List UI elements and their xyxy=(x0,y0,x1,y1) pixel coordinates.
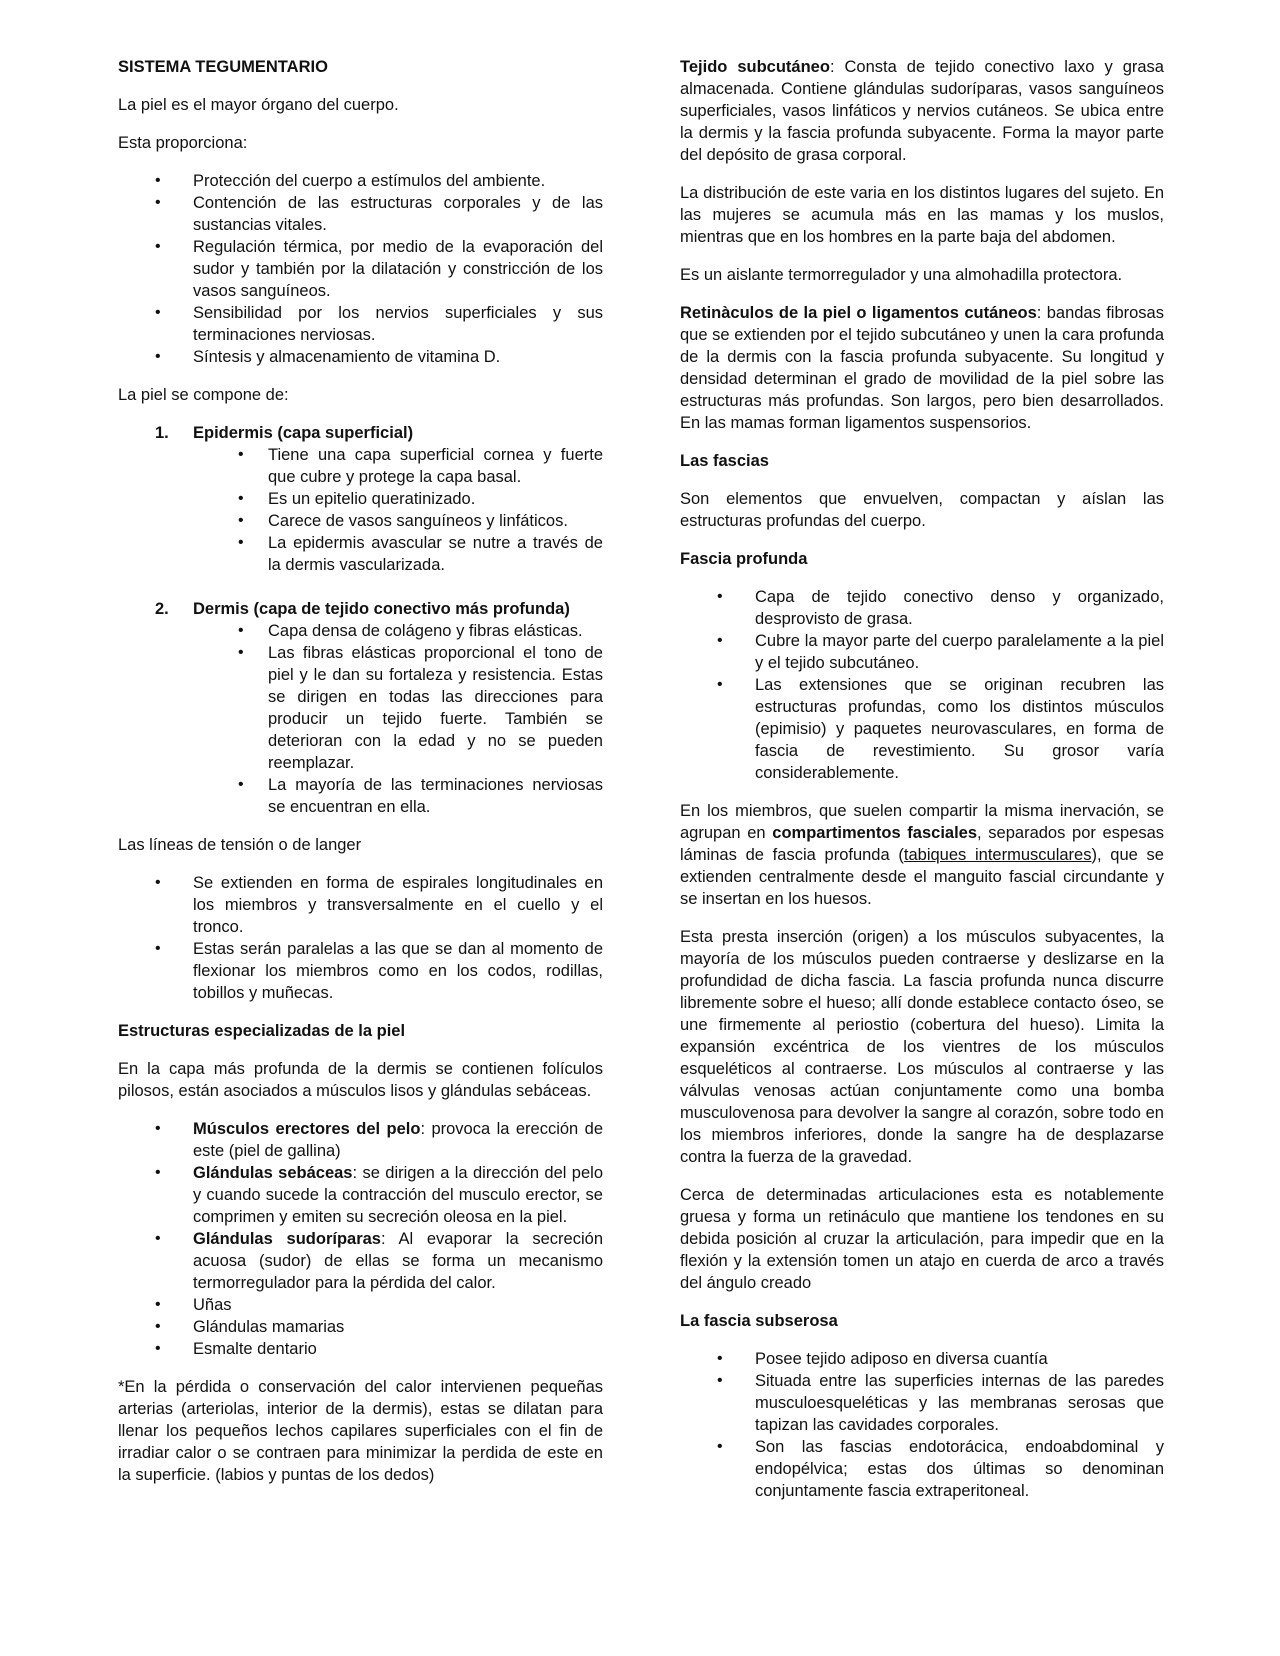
list-item xyxy=(193,1118,603,1162)
left-column xyxy=(118,56,603,1502)
list-item: • Las fibras elásticas proporcional el tono de piel y le dan su fortaleza y resistencia. Estas se dirigen en todas las direcciones para producir un tejido fuerte. También se deterioran con la edad y no se pueden reemplazar. xyxy=(268,642,603,774)
term: compartimentos fasciales xyxy=(772,824,978,842)
list-item: • Protección del cuerpo a estímulos del ambiente. xyxy=(193,170,603,192)
list-item: • Situada entre las superficies internas de las paredes musculoesqueléticas y las membranas serosas que tapizan las cavidades corporales. xyxy=(755,1370,1164,1436)
list-item: • Tiene una capa superficial cornea y fuerte que cubre y protege la capa basal. xyxy=(268,444,603,488)
list-item: • Cubre la mayor parte del cuerpo paralelamente a la piel y el tejido subcutáneo. xyxy=(755,630,1164,674)
deep-fascia-list xyxy=(680,586,1164,784)
text-run: En los miembros, que suelen compartir la misma inervación, se agrupan en xyxy=(680,802,1164,842)
list-item: • La epidermis avascular se nutre a través de la dermis vascularizada. xyxy=(268,532,603,576)
text-run: ), que se extienden centralmente desde el manguito fascial circundante y se insertan en los huesos. xyxy=(680,846,1164,908)
insertion-paragraph: Esta presta inserción (origen) a los músculos subyacentes, la mayoría de los músculos pueden contraerse y deslizarse en la profundidad de dicha fascia. La fascia profunda nunca discurre libremente sobre el hueso; allí donde establece contacto óseo, se une firmemente al periostio (cobertura del hueso). Limita la expansión excéntrica de los vientres de los músculos esqueléticos al contraerse. Los músculos al contraerse y las válvulas venosas actúan conjuntamente como una bomba musculovenosa para devolver la sangre al corazón, sobre todo en los miembros inferiores, donde la sangre ha de desplazarse contra la fuerza de la gravedad. xyxy=(680,928,1164,1166)
layers-list xyxy=(118,422,603,818)
note-paragraph: *En la pérdida o conservación del calor intervienen pequeñas arterias (arteriolas, interior de la dermis), estas se dilatan para llenar los pequeños lechos capilares superficiales con el fin de irradiar calor o se contraen para minimizar la perdida de este en la superficie. (labios y puntas de los dedos) xyxy=(118,1378,603,1484)
layer-number: 2. xyxy=(155,600,169,618)
limbs-paragraph xyxy=(680,800,1164,910)
list-item: • Regulación térmica, por medio de la evaporación del sudor y también por la dilatación y constricción de los vasos sanguíneos. xyxy=(193,236,603,302)
layer-dermis xyxy=(155,598,603,818)
list-item: • Sensibilidad por los nervios superficiales y sus terminaciones nerviosas. xyxy=(193,302,603,346)
list-item xyxy=(193,1338,603,1360)
term-text: : Al evaporar la secreción acuosa (sudor) de ellas se forma un mecanismo termorregulador para la pérdida del calor. xyxy=(193,1230,603,1292)
special-heading: Estructuras especializadas de la piel xyxy=(118,1022,406,1040)
retinacula-paragraph xyxy=(680,302,1164,434)
list-item: • Contención de las estructuras corporales y de las sustancias vitales. xyxy=(193,192,603,236)
term-text: Uñas xyxy=(193,1296,232,1314)
list-item: • Posee tejido adiposo en diversa cuantía xyxy=(755,1348,1164,1370)
special-list xyxy=(118,1118,603,1360)
list-item: • Carece de vasos sanguíneos y linfáticos. xyxy=(268,510,603,532)
tension-list xyxy=(118,872,603,1004)
composed-label: La piel se compone de: xyxy=(118,386,289,404)
page-title: SISTEMA TEGUMENTARIO xyxy=(118,58,328,76)
right-column xyxy=(680,56,1164,1518)
term: Glándulas sebáceas xyxy=(193,1164,353,1182)
subserosa-heading: La fascia subserosa xyxy=(680,1312,838,1330)
list-item: • Son las fascias endotorácica, endoabdominal y endopélvica; estas dos últimas so denominan conjuntamente fascia extraperitoneal. xyxy=(755,1436,1164,1502)
special-intro: En la capa más profunda de la dermis se contienen folículos pilosos, están asociados a músculos lisos y glándulas sebáceas. xyxy=(118,1060,603,1100)
layer-items xyxy=(193,620,603,818)
list-item: • Las extensiones que se originan recubren las estructuras profundas, como los distintos músculos (epimisio) y paquetes neurovasculares, en forma de fascia de revestimiento. Su grosor varía considerablemente. xyxy=(755,674,1164,784)
intro-paragraph: La piel es el mayor órgano del cuerpo. xyxy=(118,96,399,114)
distribution-paragraph: La distribución de este varia en los distintos lugares del sujeto. En las mujeres se acumula más en las mamas y los muslos, mientras que en los hombres en la parte baja del abdomen. xyxy=(680,184,1164,246)
list-item: • Se extienden en forma de espirales longitudinales en los miembros y transversalmente en el cuello y el tronco. xyxy=(193,872,603,938)
provides-list xyxy=(118,170,603,368)
list-item: • Capa densa de colágeno y fibras elásticas. xyxy=(268,620,603,642)
list-item: • Síntesis y almacenamiento de vitamina D. xyxy=(193,346,603,368)
layer-heading: Epidermis (capa superficial) xyxy=(193,424,414,442)
subserosa-list xyxy=(680,1348,1164,1502)
insulator-paragraph: Es un aislante termorregulador y una almohadilla protectora. xyxy=(680,266,1123,284)
layer-heading: Dermis (capa de tejido conectivo más profunda) xyxy=(193,600,570,618)
provides-label: Esta proporciona: xyxy=(118,134,248,152)
list-item xyxy=(193,1162,603,1228)
list-item: • Estas serán paralelas a las que se dan al momento de flexionar los miembros como en los codos, rodillas, tobillos y muñecas. xyxy=(193,938,603,1004)
list-item xyxy=(193,1228,603,1294)
list-item: • La mayoría de las terminaciones nerviosas se encuentran en ella. xyxy=(268,774,603,818)
list-item: • Capa de tejido conectivo denso y organizado, desprovisto de grasa. xyxy=(755,586,1164,630)
term: Músculos erectores del pelo xyxy=(193,1120,421,1138)
list-item: • Es un epitelio queratinizado. xyxy=(268,488,603,510)
term: Retinàculos de la piel o ligamentos cutáneos xyxy=(680,304,1037,322)
term-text: : Consta de tejido conectivo laxo y grasa almacenada. Contiene glándulas sudoríparas, vasos sanguíneos superficiales, vasos linfáticos y nervios cutáneos. Se ubica entre la dermis y la fascia profunda subyacente. Forma la mayor parte del depósito de grasa corporal. xyxy=(680,58,1164,164)
list-item xyxy=(193,1294,603,1316)
term-text: : bandas fibrosas que se extienden por el tejido subcutáneo y unen la cara profunda de la dermis con la fascia profunda subyacente. Su longitud y densidad determinan el grado de movilidad de la piel sobre las estructuras más profundas. Son largos, pero bien desarrollados. En las mamas forman ligamentos suspensorios. xyxy=(680,304,1164,432)
term: Glándulas sudoríparas xyxy=(193,1230,381,1248)
term-text: : provoca la erección de este (piel de gallina) xyxy=(193,1120,603,1160)
term: Tejido subcutáneo xyxy=(680,58,830,76)
layer-items xyxy=(193,444,603,576)
layer-epidermis xyxy=(155,422,603,576)
term-text: Esmalte dentario xyxy=(193,1340,317,1358)
layer-number: 1. xyxy=(155,424,169,442)
underlined-term: tabiques intermusculares xyxy=(903,846,1092,864)
fascias-heading: Las fascias xyxy=(680,452,769,470)
term-text: Glándulas mamarias xyxy=(193,1318,345,1336)
tension-label: Las líneas de tensión o de langer xyxy=(118,836,362,854)
fascias-paragraph: Son elementos que envuelven, compactan y aíslan las estructuras profundas del cuerpo. xyxy=(680,490,1164,530)
retinaculum-paragraph: Cerca de determinadas articulaciones esta es notablemente gruesa y forma un retináculo que mantiene los tendones en su debida posición al cruzar la articulación, para impedir que en la flexión y la extensión tomen un atajo en cuerda de arco a través del ángulo creado xyxy=(680,1186,1164,1292)
deep-fascia-heading: Fascia profunda xyxy=(680,550,808,568)
list-item xyxy=(193,1316,603,1338)
subcutaneous-paragraph xyxy=(680,56,1164,166)
text-run: , separados por espesas láminas de fascia profunda ( xyxy=(680,824,1164,864)
term-text: : se dirigen a la dirección del pelo y cuando sucede la contracción del musculo erector, se comprimen y emiten su secreción oleosa en la piel. xyxy=(193,1164,604,1226)
